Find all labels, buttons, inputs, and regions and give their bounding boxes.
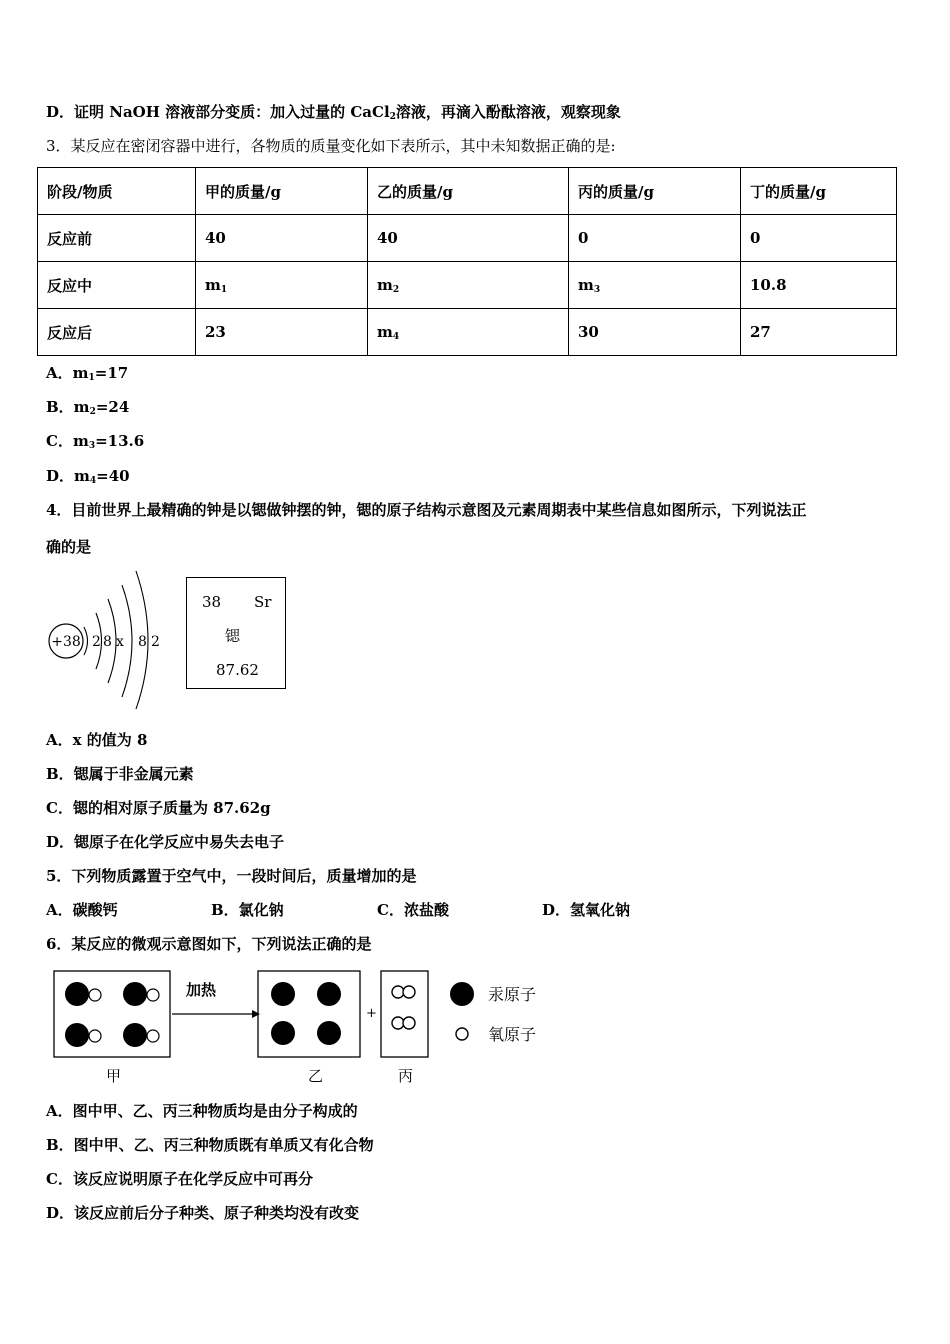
oxygen-molecule	[392, 986, 415, 998]
q3-option-a: A．$m_1=17$	[46, 364, 129, 383]
q6-option-a: A．图中甲、乙、丙三种物质均是由分子构成的	[46, 1102, 358, 1120]
table-cell: 40	[196, 215, 368, 262]
header-cell: 甲的质量/g	[196, 168, 368, 215]
shell-electron-count: 2	[151, 634, 160, 650]
legend-oxygen-icon	[456, 1028, 468, 1040]
legend-mercury-label: 汞原子	[488, 985, 537, 1004]
table-cell: 0	[569, 215, 741, 262]
table-row	[38, 262, 897, 309]
table-row	[38, 309, 897, 356]
table-cell: 27	[741, 309, 897, 356]
table-cell: 23	[196, 309, 368, 356]
stage-cell: 反应中	[38, 262, 196, 309]
shell-electron-count: 8	[138, 634, 147, 650]
reaction-micro-diagram	[50, 965, 560, 1090]
atom-structure-diagram	[44, 565, 169, 710]
label-jia: 甲	[106, 1067, 122, 1085]
q6-option-d: D．该反应前后分子种类、原子种类均没有改变	[46, 1204, 360, 1222]
mercury-oxide-molecule	[65, 1023, 101, 1047]
q5-option-a: A．碳酸钙	[46, 901, 118, 919]
q4-option-a: A．x 的值为 8	[46, 731, 148, 749]
mercury-atom	[317, 982, 341, 1006]
table-cell: $m_4$	[368, 309, 569, 356]
mercury-atom	[271, 982, 295, 1006]
element-name: 锶	[225, 627, 241, 645]
table-cell: $m_3$	[569, 262, 741, 309]
table-cell: 40	[368, 215, 569, 262]
legend-oxygen-label: 氧原子	[488, 1025, 537, 1044]
shell-electron-count: 2	[92, 634, 101, 650]
oxygen-molecule	[392, 1017, 415, 1029]
stage-cell: 反应后	[38, 309, 196, 356]
shell-electron-count: x	[116, 634, 124, 650]
q5-option-b: B．氯化钠	[211, 901, 284, 919]
arrow-head	[252, 1010, 260, 1018]
table-cell: 30	[569, 309, 741, 356]
q2-option-d: D．证明 NaOH 溶液部分变质：加入过量的 CaCl$_2$溶液，再滴入酚酞溶液，观察现象	[46, 103, 621, 122]
legend-mercury-icon	[450, 982, 474, 1006]
table-row	[38, 215, 897, 262]
q5-stem: 5．下列物质露置于空气中，一段时间后，质量增加的是	[46, 867, 417, 885]
q3-option-c: C．$m_3=13.6$	[46, 432, 145, 451]
q4-stem-line2: 确的是	[46, 538, 92, 556]
atomic-mass: 87.62	[216, 661, 259, 679]
table-cell: $m_1$	[196, 262, 368, 309]
mercury-oxide-molecule	[65, 982, 101, 1006]
table-cell: 0	[741, 215, 897, 262]
mercury-oxide-molecule	[123, 982, 159, 1006]
shell-electron-count: 8	[103, 634, 112, 650]
q4-option-d: D．锶原子在化学反应中易失去电子	[46, 833, 285, 851]
table-cell: 10.8	[741, 262, 897, 309]
element-symbol: Sr	[254, 593, 272, 611]
q4-option-b: B．锶属于非金属元素	[46, 765, 194, 783]
header-cell: 丁的质量/g	[741, 168, 897, 215]
mass-table	[37, 167, 897, 356]
q3-stem: 3．某反应在密闭容器中进行，各物质的质量变化如下表所示，其中未知数据正确的是:	[46, 137, 616, 155]
q5-option-c: C．浓盐酸	[377, 901, 449, 919]
electron-shell-arc	[84, 627, 88, 655]
mercury-atom	[271, 1021, 295, 1045]
q6-stem: 6．某反应的微观示意图如下，下列说法正确的是	[46, 935, 372, 953]
q4-option-c: C．锶的相对原子质量为 87.62g	[46, 799, 271, 817]
stage-cell: 反应前	[38, 215, 196, 262]
q3-option-d: D．$m_4=40$	[46, 467, 130, 486]
header-cell: 阶段/物质	[38, 168, 196, 215]
q3-option-b: B．$m_2=24$	[46, 398, 130, 417]
label-yi: 乙	[308, 1067, 324, 1085]
atomic-number: 38	[202, 593, 222, 611]
q5-option-d: D．氢氧化钠	[542, 901, 631, 919]
periodic-table-cell	[186, 577, 286, 689]
q4-stem-line1: 4．目前世界上最精确的钟是以锶做钟摆的钟，锶的原子结构示意图及元素周期表中某些信息如图所示，下列说法正	[46, 501, 807, 519]
header-cell: 乙的质量/g	[368, 168, 569, 215]
mercury-oxide-molecule	[123, 1023, 159, 1047]
q6-option-c: C．该反应说明原子在化学反应中可再分	[46, 1170, 313, 1188]
box-yi	[258, 971, 360, 1057]
nucleus-charge: +38	[51, 634, 81, 650]
label-bing: 丙	[398, 1067, 414, 1085]
mercury-atom	[317, 1021, 341, 1045]
q6-option-b: B．图中甲、乙、丙三种物质既有单质又有化合物	[46, 1136, 374, 1154]
arrow-label: 加热	[186, 981, 217, 999]
header-cell: 丙的质量/g	[569, 168, 741, 215]
box-bing	[381, 971, 428, 1057]
plus-sign: +	[366, 1006, 377, 1021]
table-header-row	[38, 168, 897, 215]
table-cell: $m_2$	[368, 262, 569, 309]
